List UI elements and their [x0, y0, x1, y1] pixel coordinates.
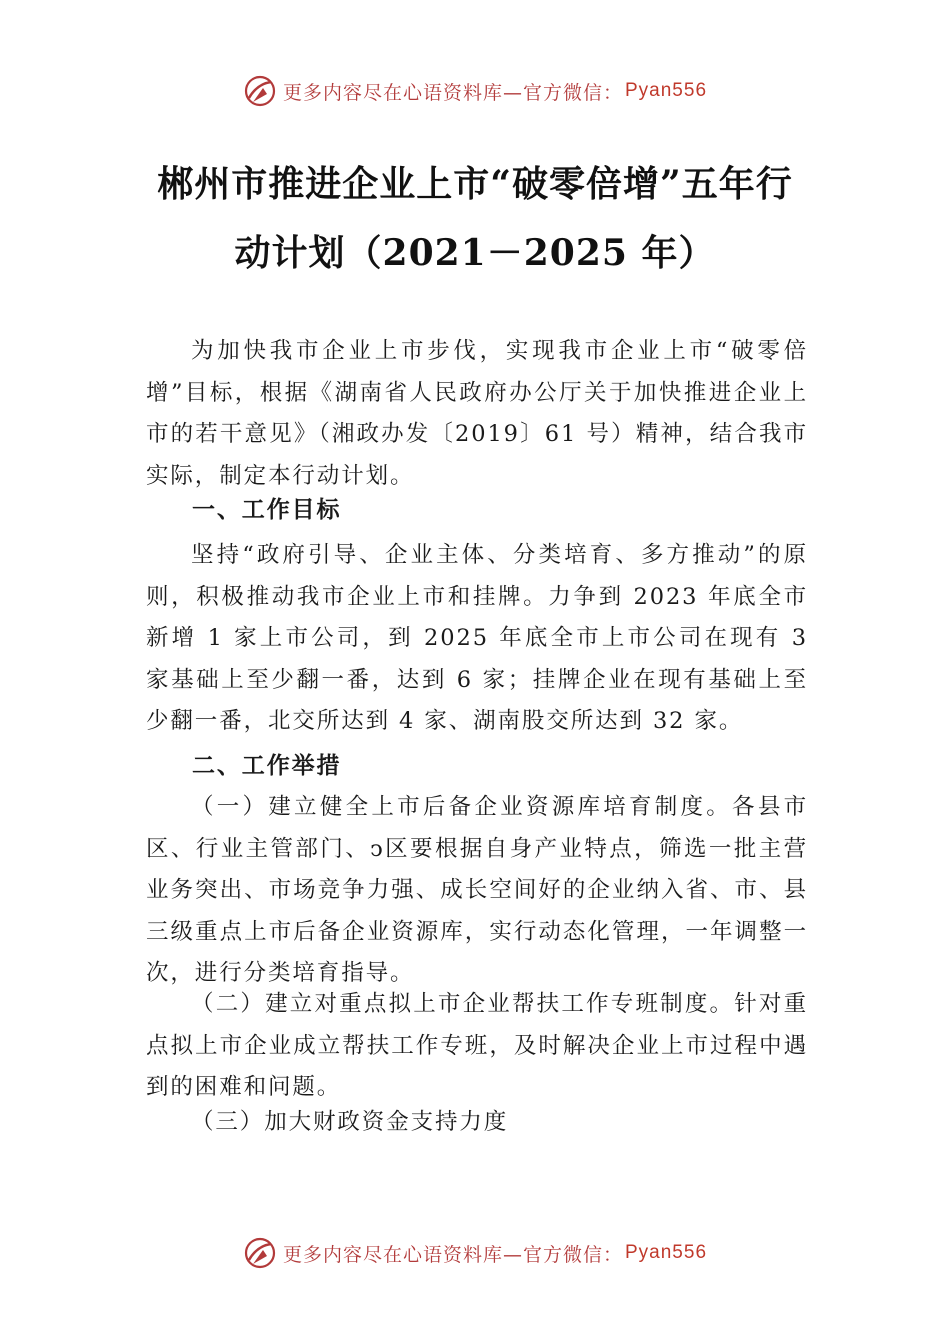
measure-paragraph-2: （二）建立对重点拟上市企业帮扶工作专班制度。针对重点拟上市企业成立帮扶工作专班，及时解决企业上市过程中遇到的困难和问题。 [146, 991, 808, 1100]
footer-watermark [0, 1236, 950, 1270]
section-heading-goals: 一、工作目标 [192, 497, 342, 523]
intro-paragraph: 为加快我市企业上市步伐，实现我市企业上市“破零倍增”目标，根据《湖南省人民政府办公厅关于加快推进企业上市的若干意见》（湘政办发〔2019〕61 号）精神，结合我市实际，制定本行动计划。 [146, 338, 808, 489]
measure-paragraph-3: （三）加大财政资金支持力度 [191, 1109, 509, 1135]
watermark-text: 更多内容尽在心语资料库—官方微信： [282, 1243, 623, 1266]
brand-logo-icon [243, 1236, 277, 1270]
brand-logo-icon [243, 74, 277, 108]
title-line-1: 郴州市推进企业上市“破零倍增”五年行 [157, 163, 793, 205]
section-heading-measures: 二、工作举措 [192, 753, 342, 779]
header-watermark [0, 74, 950, 108]
goals-paragraph: 坚持“政府引导、企业主体、分类培育、多方推动”的原则，积极推动我市企业上市和挂牌。力争到 2023 年底全市新增 1 家上市公司，到 2025 年底全市上市公司在现有 3 家基础上至少翻一番，达到 6 家；挂牌企业在现有基础上至少翻一番，北交所达到 4 家、湖南股交所达到 32 家。 [146, 542, 808, 734]
watermark-handle: Pyan556 [625, 80, 708, 101]
measure-paragraph-1: （一）建立健全上市后备企业资源库培育制度。各县市区、行业主管部门、ↄ区要根据自身产业特点，筛选一批主营业务突出、市场竞争力强、成长空间好的企业纳入省、市、县三级重点上市后备企业资源库，实行动态化管理，一年调整一次，进行分类培育指导。 [146, 794, 808, 986]
document-title [100, 150, 850, 288]
watermark-handle: Pyan556 [625, 1242, 708, 1263]
watermark-text: 更多内容尽在心语资料库—官方微信： [282, 81, 623, 104]
title-line-2: 动计划（2021－2025 年） [234, 232, 716, 274]
